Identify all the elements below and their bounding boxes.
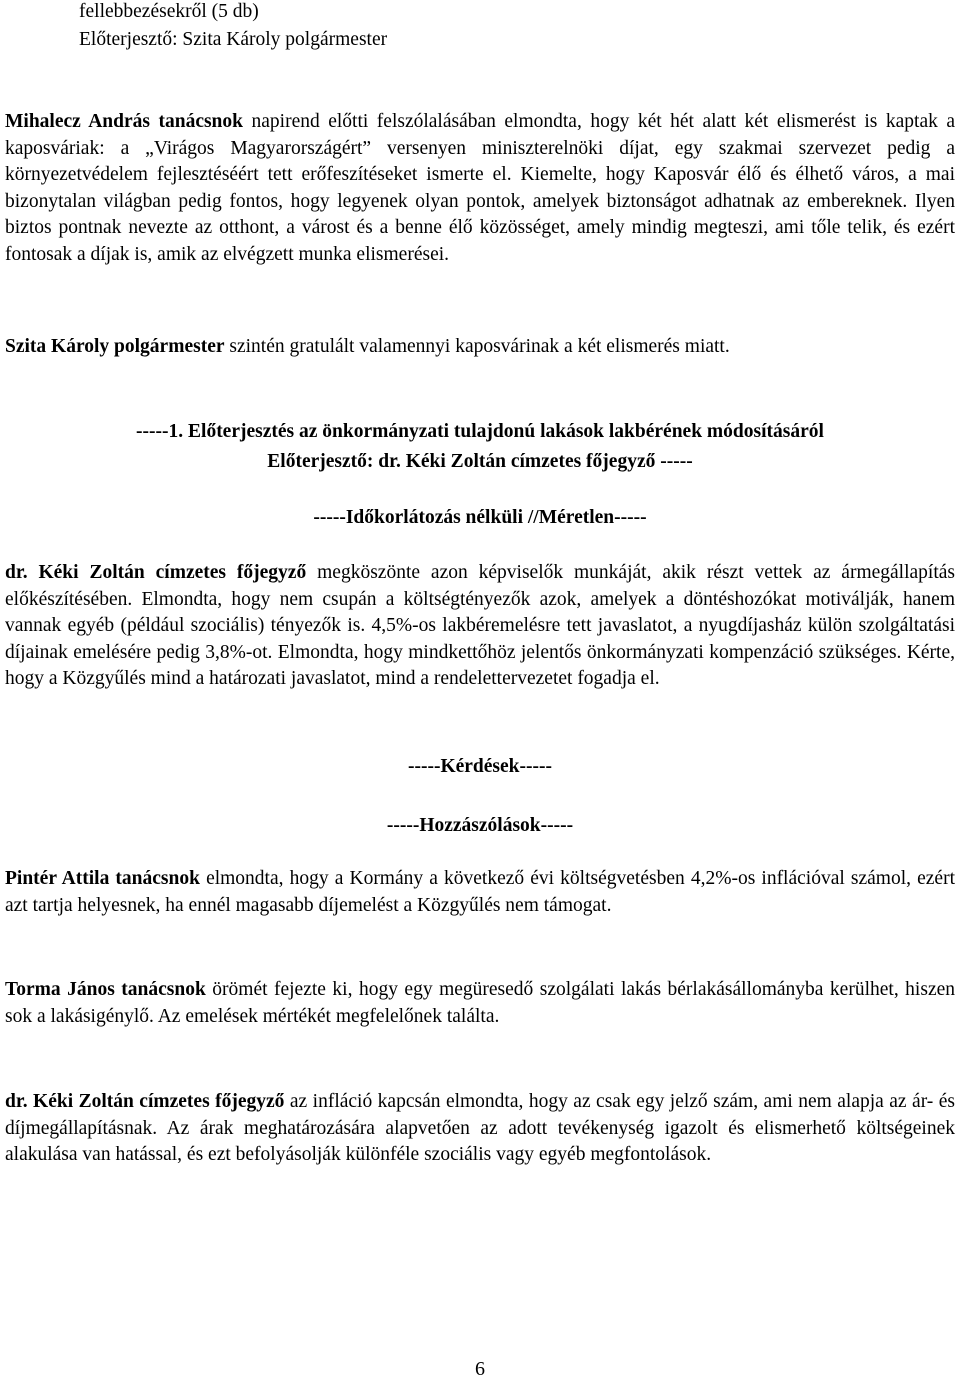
paragraph-text: napirend előtti felszólalásában elmondta, hogy két hét alatt két elismerést is kaptak a kaposváriak: a „Virágos Magyarországért” versenyen miniszterelnöki díjat, egy szakmai szervezet pedig a környezetvédelem fejlesztéséért tett erőfeszítéseket ismerte el. Kiemelte, hogy Kaposvár élő és élhető város, a mai bizonytalan világban pedig fontos, hogy legyenek olyan pontok, amelyek biztonságot adhatnak az embereknek. Ilyen biztos pontnak nevezte az otthont, a várost és a benne élő közösséget, amely mindig megteszi, ami tőle telik, és ezért fontosak a díjak is, amik az elvégzett munka elismerései. [5,111,956,265]
paragraph-torma [5,977,955,1030]
paragraph-text: szintén gratulált valamennyi kaposvárinak a két elismerés miatt. [224,336,730,357]
speaker-name: Pintér Attila tanácsnok [5,868,200,889]
speaker-name: Mihalecz András tanácsnok [5,111,244,132]
paragraph-keki-1 [5,560,955,693]
paragraph-text: az infláció kapcsán elmondta, hogy az csak egy jelző szám, ami nem alapja az ár- és díjmegállapításnak. Az árak meghatározására alapvetően az adott tevékenység igazolt és elismerhető költségeinek alakulása van hatással, és ezt befolyásolják különféle szociális vagy egyéb megfontolások. [5,1091,955,1165]
header-line-2: Előterjesztő: Szita Károly polgármester [79,29,388,50]
agenda-presenter: Előterjesztő: dr. Kéki Zoltán címzetes főjegyző ----- [267,451,693,472]
paragraph-text: elmondta, hogy a Kormány a következő évi költségvetésben 4,2%-os inflációval számol, ezért azt tartja helyesnek, ha ennél magasabb díjemelést a Közgyűlés nem támogat. [5,868,955,916]
page-number: 6 [475,1358,485,1380]
paragraph-text: örömét fejezte ki, hogy egy megüresedő szolgálati lakás bérlakásállományba kerülhet, hiszen sok a lakásigénylő. Az emelések mértékét megfelelőnek találta. [5,979,955,1027]
agenda-title: -----1. Előterjesztés az önkormányzati tulajdonú lakások lakbérének módosításáról [136,421,824,442]
paragraph-pinter [5,866,955,919]
speaker-name: Szita Károly polgármester [5,336,225,357]
paragraph-mihalecz [5,109,955,268]
section-comments: -----Hozzászólások----- [386,815,574,836]
header-line-1: fellebbezésekről (5 db) [79,1,259,22]
speaker-name: dr. Kéki Zoltán címzetes főjegyző [5,1091,285,1112]
agenda-time-note: -----Időkorlátozás nélküli //Méretlen----- [313,507,647,528]
speaker-name: Torma János tanácsnok [5,979,206,1000]
speaker-name: dr. Kéki Zoltán címzetes főjegyző [5,562,307,583]
paragraph-keki-2 [5,1089,955,1169]
paragraph-text: megköszönte azon képviselők munkáját, akik részt vettek az ármegállapítás előkészítésében. Elmondta, hogy nem csupán a költségtényezők azok, amelyek a döntéshozókat motiválják, hanem vannak egyéb (például szociális) tényezők is. 4,5%-os lakbéremelésre tett javaslatot, a nyugdíjasház külön szolgáltatási díjainak emelésére pedig 3,8%-ot. Elmondta, hogy mindkettőhöz jelentős önkormányzati kompenzáció szükséges. Kérte, hogy a Közgyűlés mind a határozati javaslatot, mind a rendelettervezetet fogadja el. [5,562,955,689]
paragraph-szita [5,334,955,361]
section-questions: -----Kérdések----- [407,756,552,777]
